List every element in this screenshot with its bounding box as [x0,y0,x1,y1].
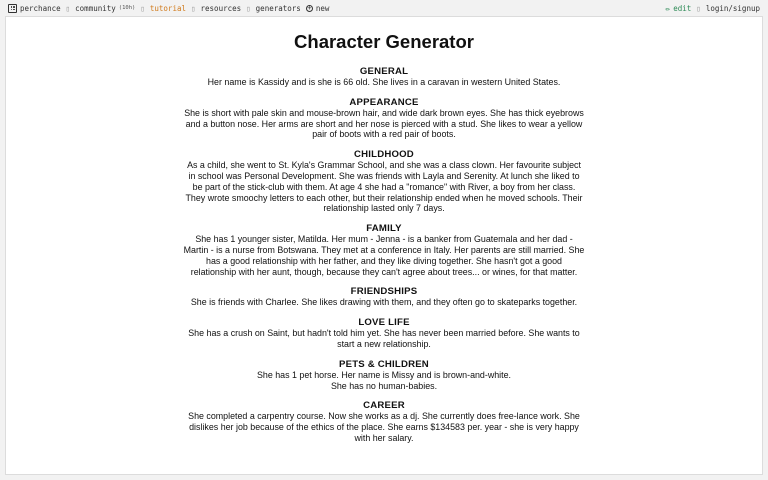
section-text: Her name is Kassidy and is she is 66 old. She lives in a caravan in western United States. [207,77,561,87]
section-childhood [183,149,585,214]
plus-icon: + [307,3,312,12]
section-heading: LOVE LIFE [358,317,410,329]
tutorial-label: tutorial [149,3,186,13]
section-text: She has a crush on Saint, but hadn't told him yet. She has never been married before. She wants to start a new relationship. [188,328,580,349]
section-text: She completed a carpentry course. Now she works as a dj. She currently does free-lance work. She dislikes her job because of the ethics of the place. She earns $134583 per. year - she is very happy with her salary. [188,411,580,443]
section-text: She has 1 pet horse. Her name is Missy and is brown-and-white. She has no human-babies. [256,369,512,391]
page-title: Character Generator [294,31,474,52]
pencil-icon: ✏ [665,3,671,13]
generator-output-panel [5,16,763,475]
nav-edit[interactable] [665,4,691,13]
nav-separator: ▯ [696,3,701,13]
section-text: She is friends with Charlee. She likes drawing with them, and they often go to skateparks together. [190,297,578,308]
section-text: She has 1 younger sister, Matilda. Her mum - Jenna - is a banker from Guatemala and her dad - Martin - is a nurse from Botswana. They met at a conference in Italy. Her parents are still married. She has a good relationship with her father, and they like diving together. She hasn't got a good relationship with her aunt, though, because they can't agree about trees... or wines, for that matter. [183,234,585,277]
section-heading: CHILDHOOD [354,149,414,161]
nav-right [665,4,760,13]
nav-separator: ▯ [140,3,145,13]
section-general [183,66,585,88]
nav-separator: ▯ [65,3,71,13]
nav-new[interactable] [306,4,330,13]
nav-tutorial[interactable] [150,4,186,13]
generator-content [183,31,585,444]
nav-community[interactable] [75,4,135,13]
resources-label: resources [200,3,242,13]
section-heading: PETS & CHILDREN [339,358,429,370]
section-heading: APPEARANCE [349,96,419,108]
section-text: As a child, she went to St. Kyla's Grammar School, and she was a class clown. Her favourite subject in school was Personal Development. She was friends with Layla and Serenity. At lunch she liked to be part of the stick-club with them. At age 4 she had a "romance" with River, a boy from her class. They wrote smoochy letters to each other, but their relationship ended when he moved schools. Their relationship lasted only 7 days. [185,160,583,214]
login-label: login/signup [705,3,760,13]
section-heading: CAREER [363,400,405,412]
new-label: new [315,3,330,13]
community-count: (10h) [118,5,136,11]
dice-icon [8,4,17,13]
nav-left [8,4,329,13]
section-heading: GENERAL [359,66,409,77]
top-nav-bar [0,0,768,16]
nav-separator: ▯ [191,3,196,13]
section-appearance [183,97,585,140]
nav-brand[interactable] [8,4,61,13]
generators-label: generators [255,3,301,13]
nav-login[interactable] [706,4,760,13]
section-heading: FAMILY [366,223,402,235]
nav-resources[interactable] [201,4,242,13]
section-career [183,400,585,443]
section-pets-children [183,359,585,392]
section-friendships [183,286,585,308]
section-family [183,223,585,277]
section-love-life [183,317,585,350]
brand-label: perchance [20,3,61,13]
nav-separator: ▯ [246,3,251,13]
section-text: She is short with pale skin and mouse-brown hair, and wide dark brown eyes. She has thick eyebrows and a button nose. Her arms are short and her nose is pierced with a stud. She likes to wear a yellow pair of boots with a red pair of boots. [184,107,584,140]
section-heading: FRIENDSHIPS [350,286,418,298]
edit-label: edit [673,3,692,13]
community-label: community [75,3,116,13]
nav-generators[interactable] [256,4,301,13]
